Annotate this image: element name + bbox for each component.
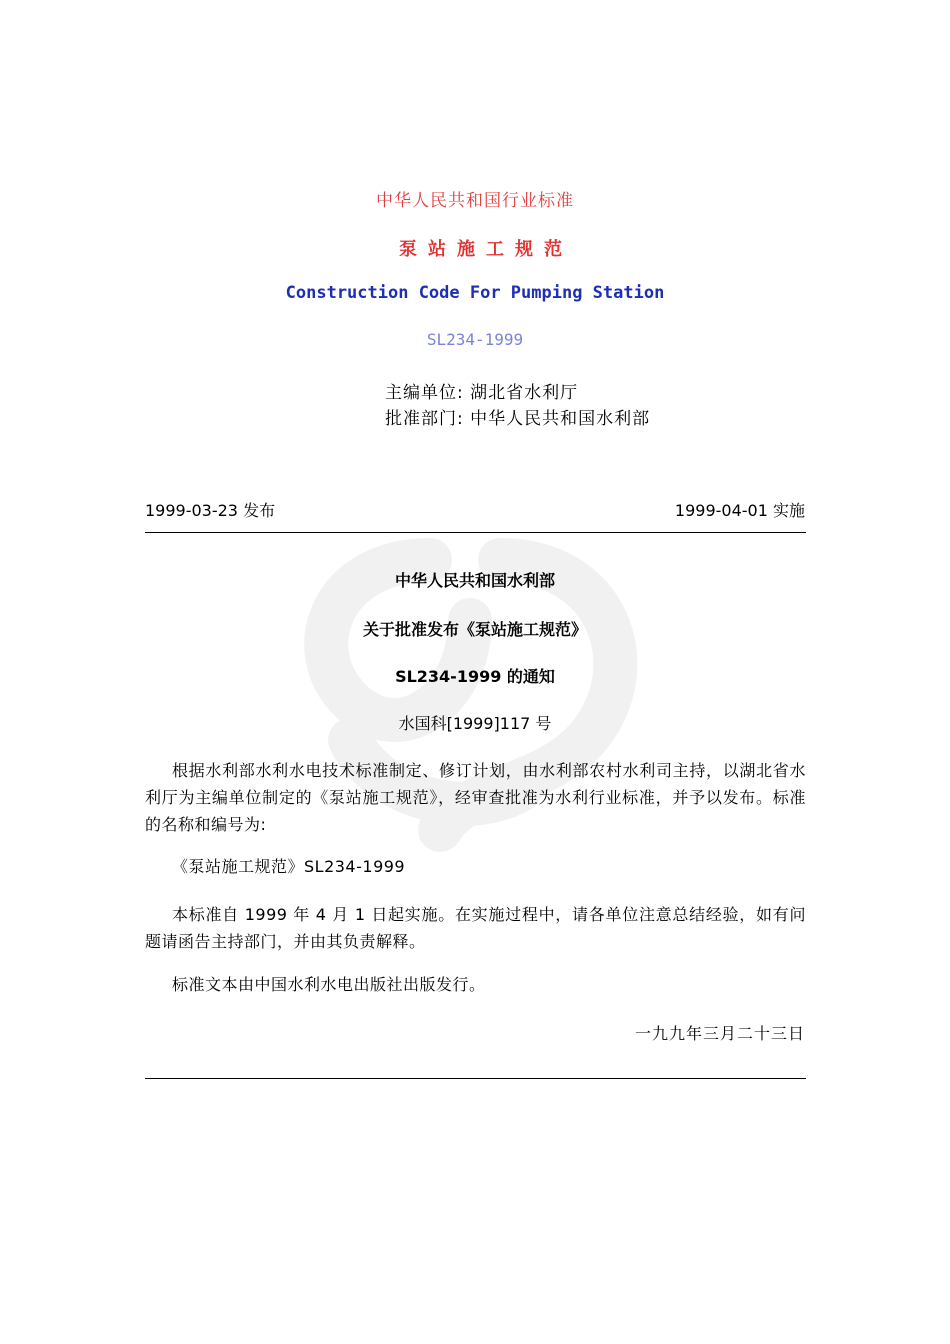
notice-subtitle: SL234-1999 的通知 xyxy=(395,667,555,686)
notice-sign-date: 一九九年三月二十三日 xyxy=(634,1024,805,1043)
effective-date: 1999-04-01 实施 xyxy=(674,501,805,520)
standard-title-cn: 泵站施工规范 xyxy=(399,239,573,260)
standard-title-en: Construction Code For Pumping Station xyxy=(285,283,665,303)
editor-unit: 主编单位: 湖北省水利厅 xyxy=(385,383,579,403)
notice-organization: 中华人民共和国水利部 xyxy=(394,571,555,590)
notice-title: 关于批准发布《泵站施工规范》 xyxy=(362,620,587,639)
standard-code: SL234-1999 xyxy=(426,330,524,349)
notice-paragraph-1: 根据水利部水利水电技术标准制定、修订计划，由水利部农村水利司主持，以湖北省水利厅为主编单位制定的《泵站施工规范》，经审查批准为水利行业标准，并予以发布。标准的名称和编号为: xyxy=(145,761,806,834)
divider-top xyxy=(145,532,806,533)
issue-date: 1999-03-23 发布 xyxy=(145,501,276,520)
notice-paragraph-3: 本标准自 1999 年 4 月 1 日起实施。在实施过程中，请各单位注意总结经验，如有问题请函告主持部门，并由其负责解释。 xyxy=(145,905,806,951)
divider-bottom xyxy=(145,1078,806,1079)
notice-document-number: 水国科[1999]117 号 xyxy=(398,714,552,733)
notice-paragraph-4: 标准文本由中国水利水电出版社出版发行。 xyxy=(172,975,486,994)
notice-paragraph-2: 《泵站施工规范》SL234-1999 xyxy=(172,857,406,876)
approval-department: 批准部门: 中华人民共和国水利部 xyxy=(385,409,651,429)
standard-header: 中华人民共和国行业标准 xyxy=(376,191,574,211)
